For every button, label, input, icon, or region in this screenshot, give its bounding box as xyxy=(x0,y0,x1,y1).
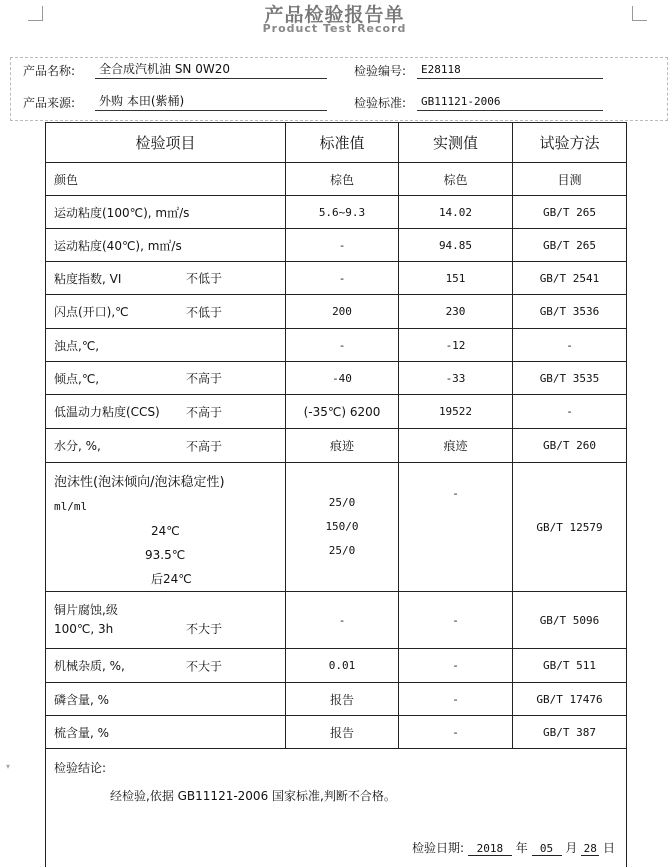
measured-cell: - xyxy=(399,716,513,749)
date-month-unit: 月 xyxy=(565,841,577,855)
standard-cell: - xyxy=(286,329,399,362)
table-row-copper xyxy=(46,592,627,649)
method-cell: GB/T 265 xyxy=(513,229,627,262)
item-cell xyxy=(46,395,286,429)
method-cell: GB/T 511 xyxy=(513,649,627,683)
measured-cell: - xyxy=(399,592,513,649)
item-name: 倾点,℃, xyxy=(54,372,99,386)
item-cell xyxy=(46,229,286,262)
item-cell xyxy=(46,716,286,749)
standard-cell: - xyxy=(286,592,399,649)
method-cell: GB/T 5096 xyxy=(513,592,627,649)
table-row-foam xyxy=(46,463,627,592)
date-year-unit: 年 xyxy=(516,841,528,855)
measured-cell: -12 xyxy=(399,329,513,362)
header-measured: 实测值 xyxy=(399,123,513,163)
product-source-label: 产品来源: xyxy=(23,94,75,111)
copper-sub-line xyxy=(54,620,285,639)
product-name-label: 产品名称: xyxy=(23,62,75,79)
product-name-value: 全合成汽机油 SN 0W20 xyxy=(95,62,327,79)
item-condition: 不大于 xyxy=(186,620,222,639)
product-source-value: 外购 本田(紫桶) xyxy=(95,94,327,111)
table-header-row xyxy=(46,123,627,163)
table-row xyxy=(46,163,627,196)
item-condition: 不低于 xyxy=(186,303,222,320)
header-item: 检验项目 xyxy=(46,123,286,163)
method-cell: - xyxy=(513,329,627,362)
report-title: 产品检验报告单 xyxy=(0,0,669,27)
measured-cell: - xyxy=(399,683,513,716)
standard-cell: 报告 xyxy=(286,683,399,716)
measured-cell: 151 xyxy=(399,262,513,295)
foam-item-name: 泡沫性(泡沫倾向/泡沫稳定性) xyxy=(54,471,285,495)
test-number-label: 检验编号: xyxy=(354,62,406,79)
item-name: 低温动力粘度(CCS) xyxy=(54,405,160,419)
test-number-value: E28118 xyxy=(417,62,603,79)
standard-cell: 5.6~9.3 xyxy=(286,196,399,229)
standard-cell: 痕迹 xyxy=(286,429,399,463)
table-row xyxy=(46,649,627,683)
date-day-unit: 日 xyxy=(603,841,615,855)
measured-cell: 19522 xyxy=(399,395,513,429)
foam-temp-2: 93.5℃ xyxy=(54,543,285,567)
item-name: 水分, %, xyxy=(54,439,101,453)
method-cell: - xyxy=(513,395,627,429)
item-name: 颜色 xyxy=(54,173,78,187)
item-name: 闪点(开口),℃ xyxy=(54,305,129,319)
product-info-section xyxy=(10,57,668,121)
method-cell: GB/T 17476 xyxy=(513,683,627,716)
method-cell: GB/T 2541 xyxy=(513,262,627,295)
item-condition: 不高于 xyxy=(186,370,222,387)
item-cell xyxy=(46,463,286,592)
test-standard-label: 检验标准: xyxy=(354,94,406,111)
date-label: 检验日期: xyxy=(412,841,464,855)
conclusion-row xyxy=(46,749,627,867)
table-row xyxy=(46,429,627,463)
foam-standard-3: 25/0 xyxy=(286,539,398,563)
item-cell xyxy=(46,429,286,463)
item-cell xyxy=(46,592,286,649)
method-cell: GB/T 387 xyxy=(513,716,627,749)
item-name: 运动粘度(40℃), m㎡/s xyxy=(54,239,182,253)
margin-marker: ▾ xyxy=(6,762,10,771)
standard-cell: - xyxy=(286,262,399,295)
foam-temp-1: 24℃ xyxy=(54,519,285,543)
standard-cell: -40 xyxy=(286,362,399,395)
method-cell: GB/T 265 xyxy=(513,196,627,229)
method-cell: GB/T 260 xyxy=(513,429,627,463)
measured-cell: 痕迹 xyxy=(399,429,513,463)
method-cell: GB/T 3535 xyxy=(513,362,627,395)
date-year: 2018 xyxy=(468,842,512,856)
measured-cell: 230 xyxy=(399,295,513,329)
measured-cell: - xyxy=(399,649,513,683)
item-cell xyxy=(46,683,286,716)
item-name: 机械杂质, %, xyxy=(54,659,125,673)
standard-cell: - xyxy=(286,229,399,262)
table-row xyxy=(46,362,627,395)
standard-cell: 棕色 xyxy=(286,163,399,196)
item-cell xyxy=(46,163,286,196)
method-cell: GB/T 12579 xyxy=(513,463,627,592)
method-cell: 目测 xyxy=(513,163,627,196)
foam-temp-3: 后24℃ xyxy=(54,567,285,591)
item-cell xyxy=(46,362,286,395)
copper-item-name: 铜片腐蚀,级 xyxy=(54,601,285,620)
standard-cell: (-35℃) 6200 xyxy=(286,395,399,429)
test-standard-value: GB11121-2006 xyxy=(417,94,603,111)
item-name: 运动粘度(100℃), m㎡/s xyxy=(54,206,189,220)
report-subtitle: Product Test Record xyxy=(0,22,669,35)
conclusion-text: 经检验,依据 GB11121-2006 国家标准,判断不合格。 xyxy=(110,787,396,804)
inspection-date xyxy=(412,839,615,856)
standard-cell: 报告 xyxy=(286,716,399,749)
test-results-table xyxy=(45,122,627,867)
standard-cell xyxy=(286,463,399,592)
foam-unit: ml/ml xyxy=(54,495,285,519)
item-condition: 不大于 xyxy=(186,657,222,674)
standard-cell: 0.01 xyxy=(286,649,399,683)
item-cell xyxy=(46,329,286,362)
table-row xyxy=(46,395,627,429)
method-cell: GB/T 3536 xyxy=(513,295,627,329)
table-row xyxy=(46,683,627,716)
foam-standard-1: 25/0 xyxy=(286,491,398,515)
header-standard: 标准值 xyxy=(286,123,399,163)
measured-cell: 棕色 xyxy=(399,163,513,196)
measured-cell: 94.85 xyxy=(399,229,513,262)
item-name: 浊点,℃, xyxy=(54,339,99,353)
measured-cell: -33 xyxy=(399,362,513,395)
copper-item-sub: 100℃, 3h xyxy=(54,622,113,636)
item-cell xyxy=(46,262,286,295)
measured-cell: - xyxy=(399,463,513,592)
item-cell xyxy=(46,649,286,683)
item-condition: 不低于 xyxy=(186,270,222,287)
table-row xyxy=(46,196,627,229)
table-row xyxy=(46,229,627,262)
table-row xyxy=(46,295,627,329)
item-name: 磷含量, % xyxy=(54,693,109,707)
date-month: 05 xyxy=(532,842,562,856)
conclusion-label: 检验结论: xyxy=(54,759,106,776)
item-condition: 不高于 xyxy=(186,437,222,454)
date-day: 28 xyxy=(581,842,599,856)
table-row xyxy=(46,262,627,295)
standard-cell: 200 xyxy=(286,295,399,329)
item-cell xyxy=(46,196,286,229)
foam-standard-2: 150/0 xyxy=(286,515,398,539)
measured-cell: 14.02 xyxy=(399,196,513,229)
item-name: 粘度指数, VI xyxy=(54,272,121,286)
table-row xyxy=(46,329,627,362)
table-row xyxy=(46,716,627,749)
item-condition: 不高于 xyxy=(186,403,222,420)
header-method: 试验方法 xyxy=(513,123,627,163)
item-name: 梳含量, % xyxy=(54,726,109,740)
conclusion-cell xyxy=(46,749,627,867)
item-cell xyxy=(46,295,286,329)
